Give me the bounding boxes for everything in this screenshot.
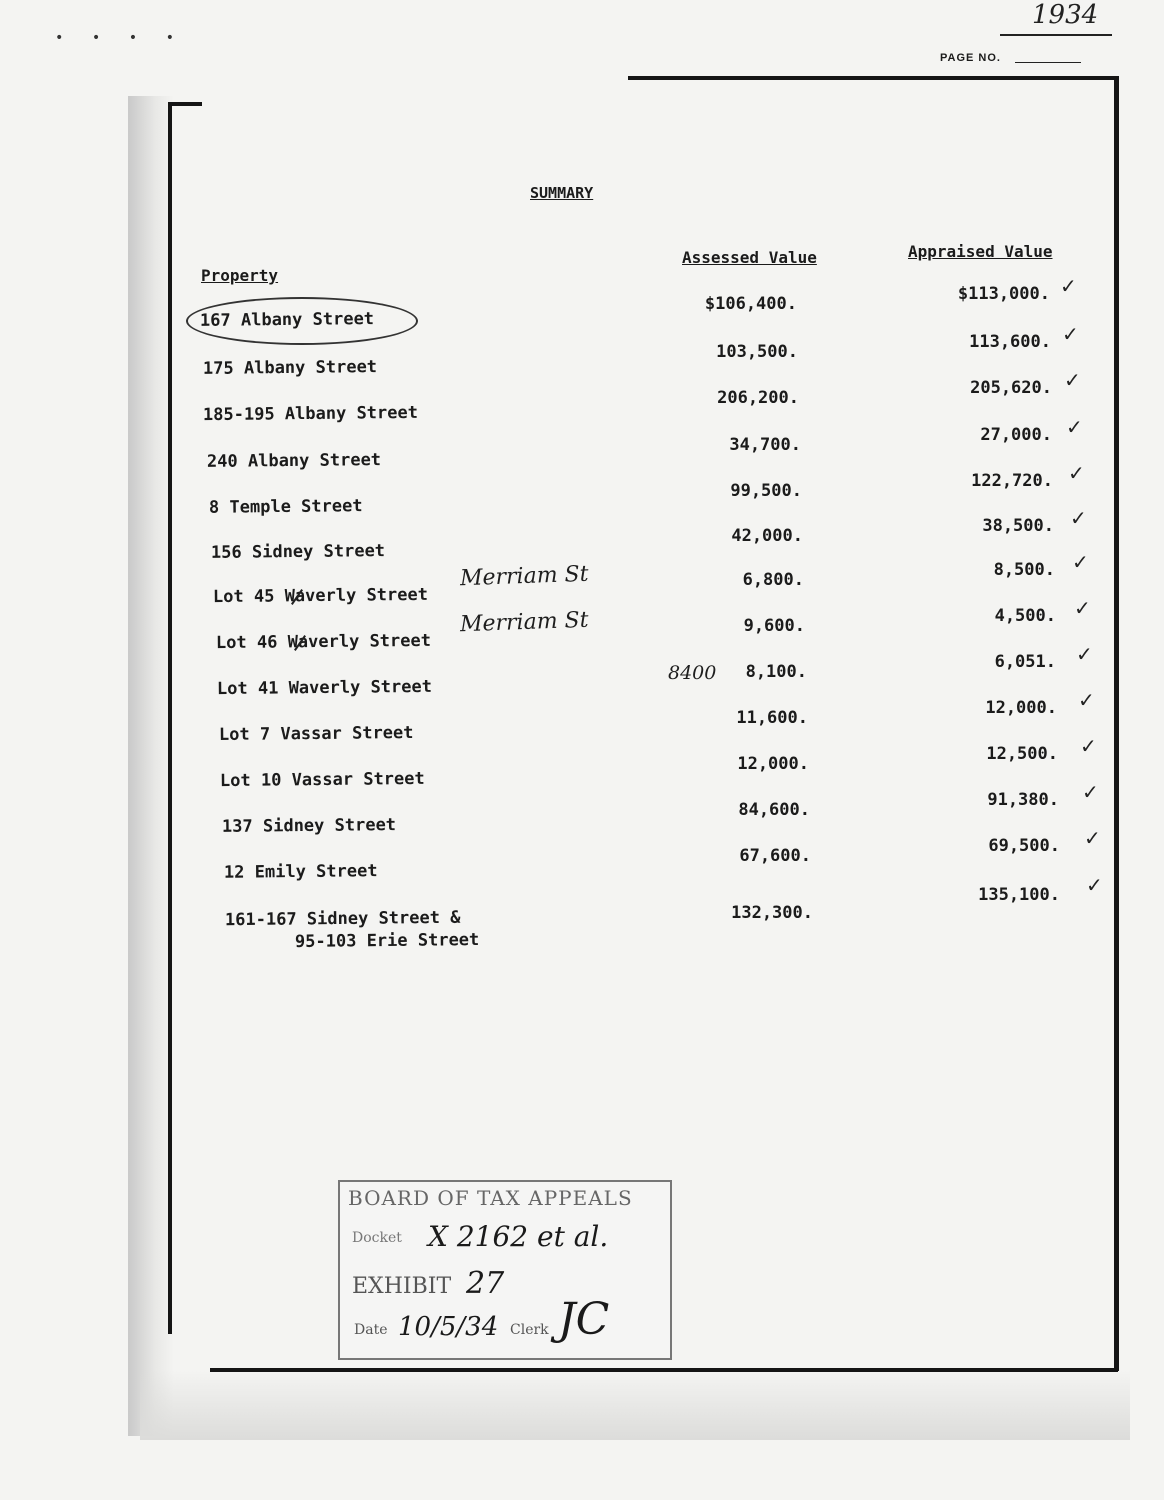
check-mark: ✓ (1082, 780, 1099, 804)
assessed-value: 99,500. (730, 481, 802, 501)
check-mark: ✓ (1060, 274, 1077, 298)
margin-dots: • • • • (55, 30, 185, 46)
exhibit-stamp (338, 1180, 672, 1360)
year-underline (1000, 34, 1112, 36)
stamp-date-label: Date (354, 1322, 388, 1338)
appraised-value: 205,620. (970, 378, 1052, 398)
property-name: 8 Temple Street (208, 496, 363, 518)
appraised-value: 135,100. (978, 885, 1060, 905)
frame-left-border (168, 104, 172, 1334)
assessed-value: 8,100. (745, 662, 807, 682)
property-name: Lot 46 Waverly Street (215, 630, 432, 654)
property-name: 175 Albany Street (202, 357, 378, 379)
year-handwritten-note: 1934 (1032, 0, 1099, 30)
property-name: 161-167 Sidney Street & (224, 907, 461, 931)
appraised-value: 27,000. (980, 425, 1052, 445)
document-title: SUMMARY (530, 184, 594, 202)
handwritten-note: Merriam St (459, 561, 589, 592)
appraised-value: 4,500. (994, 606, 1056, 626)
appraised-value: 12,500. (986, 744, 1058, 764)
check-mark: ✓ (1070, 506, 1087, 530)
appraised-value: $113,000. (957, 284, 1050, 304)
assessed-value: 103,500. (716, 342, 798, 362)
check-mark: ✓ (1086, 873, 1103, 897)
check-mark: ✓ (1068, 461, 1085, 485)
assessed-value: $106,400. (704, 294, 797, 314)
check-mark: ✓ (1064, 368, 1081, 392)
frame-bottom-border (210, 1368, 1118, 1372)
column-header-property: Property (201, 266, 279, 285)
frame-top-border (628, 76, 1118, 80)
assessed-value: 206,200. (717, 388, 799, 408)
assessed-value: 132,300. (731, 903, 813, 923)
stamp-exhibit-value: 27 (466, 1266, 505, 1301)
appraised-value: 91,380. (987, 790, 1059, 810)
property-name: Lot 10 Vassar Street (219, 768, 425, 792)
check-mark: ✓ (1062, 322, 1079, 346)
stamp-docket-value: X 2162 et al. (428, 1220, 609, 1253)
assessed-value: 12,000. (737, 754, 809, 774)
property-name: Lot 41 Waverly Street (216, 676, 433, 700)
stamp-title: BOARD OF TAX APPEALS (348, 1186, 633, 1210)
column-header-appraised: Appraised Value (908, 242, 1053, 261)
assessed-value: 6,800. (742, 570, 804, 590)
assessed-value: 11,600. (736, 708, 808, 728)
appraised-value: 6,051. (994, 652, 1056, 672)
check-mark: ✓ (1072, 550, 1089, 574)
assessed-value: 9,600. (743, 616, 805, 636)
bottom-shadow (140, 1370, 1130, 1440)
property-name: 167 Albany Street (199, 309, 375, 331)
frame-top-left-corner (168, 102, 202, 106)
stamp-exhibit-label: EXHIBIT (352, 1274, 452, 1299)
page-number-line (1015, 62, 1081, 63)
check-mark: ✓ (1084, 826, 1101, 850)
appraised-value: 12,000. (985, 698, 1057, 718)
property-name: 137 Sidney Street (221, 815, 397, 837)
appraised-value: 69,500. (988, 836, 1060, 856)
property-name: Lot 7 Vassar Street (218, 722, 414, 746)
handwritten-note: 8400 (668, 662, 717, 684)
table-row (0, 873, 1164, 952)
assessed-value: 42,000. (731, 526, 803, 546)
appraised-value: 122,720. (971, 471, 1053, 491)
assessed-value: 34,700. (729, 435, 801, 455)
check-mark: ✓ (1080, 734, 1097, 758)
stamp-clerk-label: Clerk (510, 1322, 549, 1338)
handwritten-note: Merriam St (459, 607, 589, 638)
property-name: 185-195 Albany Street (202, 402, 419, 426)
check-mark: ✓ (1078, 688, 1095, 712)
property-name-line2: 95-103 Erie Street (294, 930, 480, 952)
property-name: Lot 45 Waverly Street (212, 584, 429, 608)
stamp-docket-label: Docket (352, 1230, 402, 1246)
appraised-value: 8,500. (993, 560, 1055, 580)
column-header-assessed: Assessed Value (682, 248, 817, 267)
check-mark: ✓ (1074, 596, 1091, 620)
assessed-value: 67,600. (739, 846, 811, 866)
property-name: 240 Albany Street (206, 450, 382, 472)
stamp-clerk-signature: JC (558, 1294, 610, 1345)
page-number-label: PAGE NO. (940, 52, 1001, 64)
appraised-value: 113,600. (969, 332, 1051, 352)
stamp-date-value: 10/5/34 (398, 1312, 499, 1342)
property-name: 156 Sidney Street (210, 541, 386, 563)
assessed-value: 84,600. (738, 800, 810, 820)
property-name: 12 Emily Street (223, 861, 378, 883)
check-mark: ✓ (1076, 642, 1093, 666)
appraised-value: 38,500. (982, 516, 1054, 536)
check-mark: ✓ (1066, 415, 1083, 439)
